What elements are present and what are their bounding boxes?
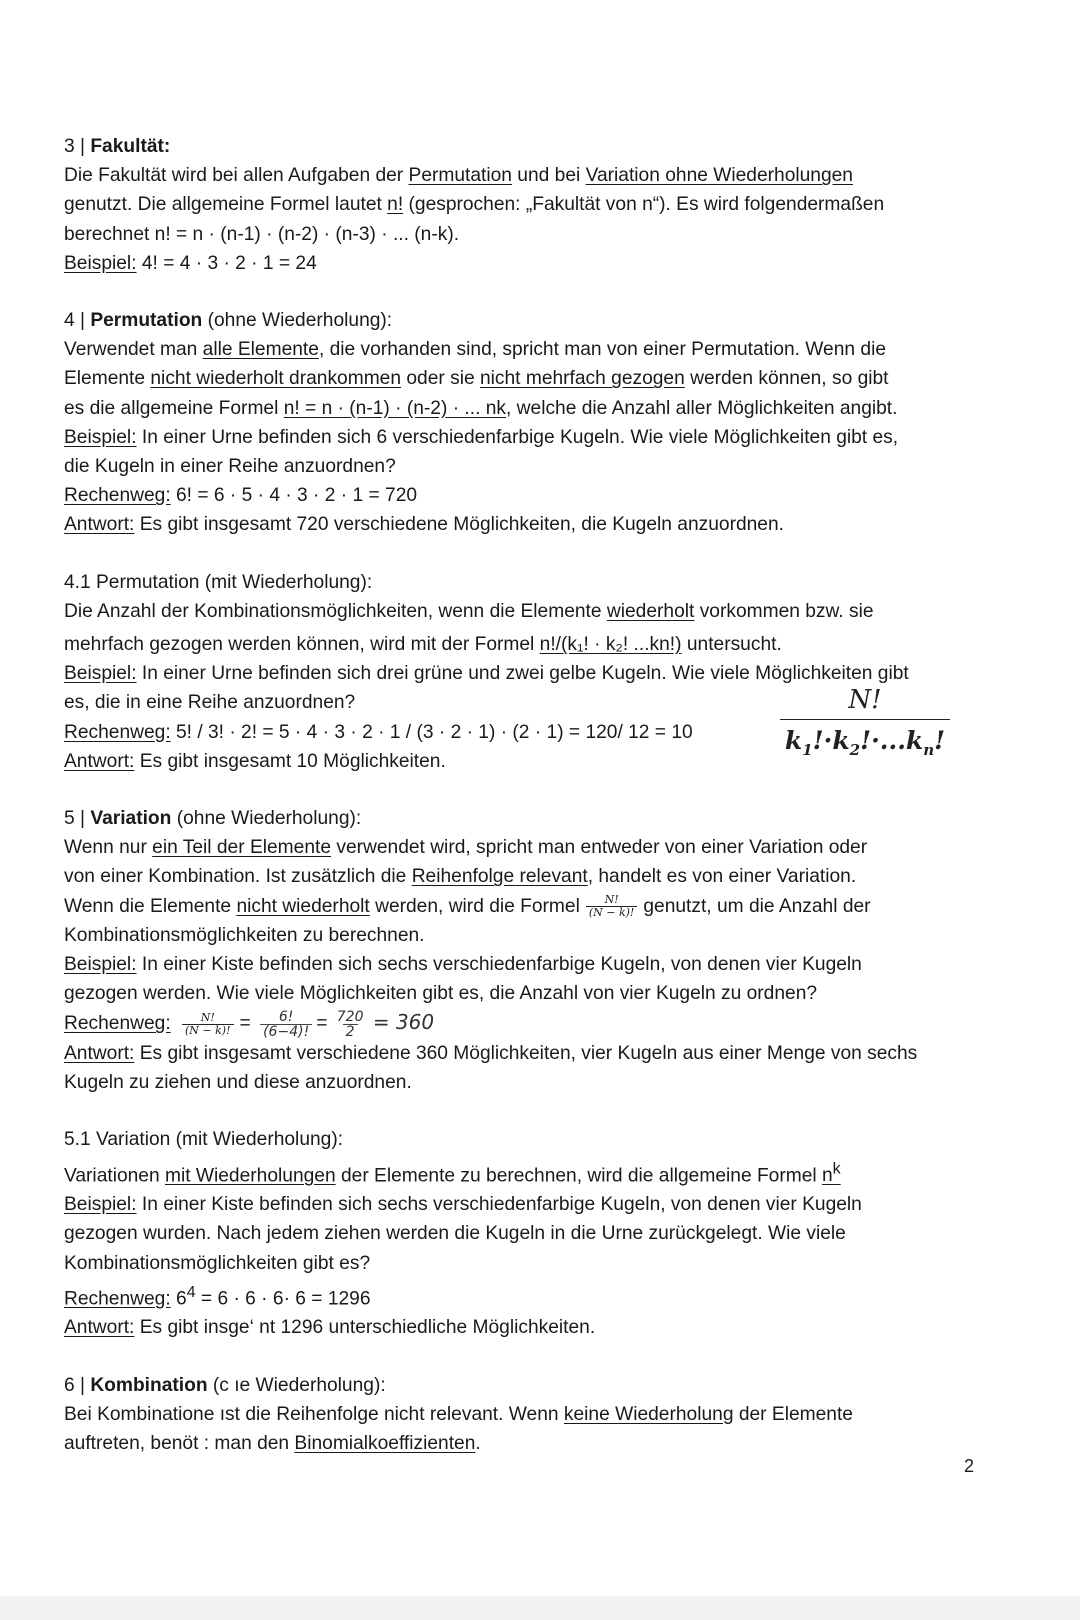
underlined-term: ein Teil der Elemente bbox=[152, 837, 332, 859]
example-label: Beispiel: bbox=[64, 1194, 137, 1216]
answer-line: Antwort: Es gibt insge‘ nt 1296 unterschiedliche Möglichkeiten. bbox=[64, 1317, 596, 1339]
heading-title: Kombination bbox=[90, 1374, 208, 1396]
paragraph-line: mehrfach gezogen werden können, wird mit der Formel n!/(k₁! · k₂! ...kn!) untersucht. bbox=[64, 634, 782, 656]
example-label: Beispiel: bbox=[64, 663, 137, 685]
answer-line: Antwort: Es gibt insgesamt verschiedene 360 Möglichkeiten, vier Kugeln aus einer Menge von sechs bbox=[64, 1042, 918, 1064]
paragraph-line: es die allgemeine Formel n! = n · (n-1) · (n-2) · ... nk, welche die Anzahl aller Möglichkeiten angibt. bbox=[64, 397, 898, 419]
paragraph-line: Variationen mit Wiederholungen der Elemente zu berechnen, wird die allgemeine Formel $n^k$ bbox=[64, 1160, 841, 1186]
calculation-line: Rechenweg: $6^4 = 6 \cdot 6 \cdot 6\cdot 6 = 1296$ bbox=[64, 1283, 371, 1310]
underlined-term: nicht mehrfach gezogen bbox=[479, 368, 685, 390]
answer-label: Antwort: bbox=[64, 750, 135, 772]
paragraph-line: genutzt. Die allgemeine Formel lautet n! (gesprochen: „Fakultät von n“). Es wird folgendermaßen bbox=[64, 194, 885, 216]
heading-title: Fakultät: bbox=[90, 136, 171, 157]
paragraph-line: Die Fakultät wird bei allen Aufgaben der Permutation und bei Variation ohne Wiederholungen bbox=[64, 165, 853, 187]
underlined-term: nicht wiederholt bbox=[236, 895, 370, 917]
answer-label: Antwort: bbox=[64, 1317, 135, 1339]
calculation-line: Rechenweg: $\frac{N!}{(N - k)!}$ = $\frac{6!}{(6-4)!}$ = $\frac{720}{2}$ = 360 bbox=[64, 1008, 435, 1040]
calculation-label: Rechenweg: bbox=[64, 721, 171, 743]
example-label: Beispiel: bbox=[64, 252, 137, 274]
paragraph-line: auftreten, benöt : man den Binomialkoeffizienten. bbox=[64, 1432, 481, 1454]
underlined-term: Reihenfolge relevant bbox=[411, 866, 588, 888]
underlined-formula: n! = n · (n-1) · (n-2) · ... nk bbox=[283, 397, 507, 419]
underlined-term: wiederholt bbox=[606, 600, 695, 622]
underlined-term: nicht wiederholt drankommen bbox=[150, 368, 402, 390]
example-line: Beispiel: In einer Urne befinden sich 6 verschiedenfarbige Kugeln. Wie viele Möglichkeiten gibt es, bbox=[64, 426, 899, 448]
paragraph-line: berechnet n! = n · (n-1) · (n-2) · (n-3) · ... (n-k). bbox=[64, 223, 460, 245]
paragraph-line: Wenn die Elemente nicht wiederholt werden, wird die Formel $\frac{N!}{(N - k)!}$ genutzt, um die Anzahl der bbox=[64, 893, 871, 920]
underlined-term: keine Wiederholung bbox=[563, 1403, 734, 1425]
example-line: gezogen werden. Wie viele Möglichkeiten gibt es, die Anzahl von vier Kugeln zu ordnen? bbox=[64, 983, 818, 1005]
example-line: die Kugeln in einer Reihe anzuordnen? bbox=[64, 456, 396, 478]
calculation-label: Rechenweg: bbox=[64, 1288, 171, 1310]
handwritten-result: = 360 bbox=[372, 1010, 435, 1035]
variation-formula: $\frac{N!}{(N - k)!}$ bbox=[586, 894, 638, 919]
underlined-term: Permutation bbox=[408, 165, 512, 187]
section-6-heading: 6 | Kombination (c ıe Wiederholung): bbox=[64, 1374, 386, 1396]
example-line: Beispiel: 4! = 4 · 3 · 2 · 1 = 24 bbox=[64, 252, 317, 274]
underlined-formula: n!/(k₁! · k₂! ...kn!) bbox=[539, 634, 682, 656]
example-line: Beispiel: In einer Kiste befinden sich sechs verschiedenfarbige Kugeln, von denen vier Kugeln bbox=[64, 954, 862, 976]
example-label: Beispiel: bbox=[64, 954, 137, 976]
example-line: gezogen wurden. Nach jedem ziehen werden die Kugeln in die Urne zurückgelegt. Wie viele bbox=[64, 1223, 846, 1245]
answer-label: Antwort: bbox=[64, 1042, 135, 1064]
calculation-line: Rechenweg: 5! / 3! · 2! = 5 · 4 · 3 · 2 · 1 / (3 · 2 · 1) · (2 · 1) = 120/ 12 = 10 bbox=[64, 721, 693, 743]
page-bottom-edge bbox=[0, 1596, 1080, 1620]
section-3-heading bbox=[64, 132, 994, 161]
example-line: Beispiel: In einer Urne befinden sich drei grüne und zwei gelbe Kugeln. Wie viele Möglichkeiten gibt bbox=[64, 663, 909, 685]
handwritten-fraction: $\frac{720}{2}$ bbox=[336, 1008, 364, 1040]
section-5-1-heading: 5.1 Variation (mit Wiederholung): bbox=[64, 1129, 344, 1151]
handwritten-fraction: $\frac{6!}{(6-4)!}$ bbox=[260, 1010, 312, 1039]
heading-prefix: 3 | bbox=[64, 136, 91, 157]
paragraph-line: Verwendet man alle Elemente, die vorhanden sind, spricht man von einer Permutation. Wenn die bbox=[64, 339, 886, 361]
section-5-heading: 5 | Variation (ohne Wiederholung): bbox=[64, 808, 362, 830]
example-line: es, die in eine Reihe anzuordnen? bbox=[64, 692, 356, 714]
section-4-heading: 4 | Permutation (ohne Wiederholung): bbox=[64, 310, 393, 332]
underlined-term: Variation ohne Wiederholungen bbox=[585, 165, 853, 187]
underlined-term: Binomialkoeffizienten bbox=[294, 1432, 476, 1454]
underlined-term: alle Elemente bbox=[202, 339, 319, 361]
answer-line: Antwort: Es gibt insgesamt 10 Möglichkeiten. bbox=[64, 750, 446, 772]
underlined-term: mit Wiederholungen bbox=[164, 1164, 336, 1186]
document-page bbox=[64, 132, 994, 1458]
example-label: Beispiel: bbox=[64, 426, 137, 448]
paragraph-line: Wenn nur ein Teil der Elemente verwendet wird, spricht man entweder von einer Variation oder bbox=[64, 837, 868, 859]
paragraph-line: Kombinationsmöglichkeiten zu berechnen. bbox=[64, 924, 425, 946]
calculation-line: Rechenweg: 6! = 6 · 5 · 4 · 3 · 2 · 1 = 720 bbox=[64, 485, 418, 507]
variation-formula: $\frac{N!}{(N - k)!}$ bbox=[182, 1012, 234, 1037]
paragraph-line: von einer Kombination. Ist zusätzlich die Reihenfolge relevant, handelt es von einer Variation. bbox=[64, 866, 857, 888]
heading-title: Permutation bbox=[90, 310, 203, 332]
answer-line: Kugeln zu ziehen und diese anzuordnen. bbox=[64, 1072, 412, 1094]
underlined-term: n! bbox=[387, 194, 404, 216]
paragraph-line: Elemente nicht wiederholt drankommen oder sie nicht mehrfach gezogen werden können, so gibt bbox=[64, 368, 889, 390]
answer-label: Antwort: bbox=[64, 514, 135, 536]
multinomial-formula: N! $k_1!\cdot k_2!\cdot...k_n$! bbox=[780, 683, 950, 769]
calculation-label: Rechenweg: bbox=[64, 485, 171, 507]
answer-line: Antwort: Es gibt insgesamt 720 verschiedene Möglichkeiten, die Kugeln anzuordnen. bbox=[64, 514, 784, 536]
example-line: Beispiel: In einer Kiste befinden sich sechs verschiedenfarbige Kugeln, von denen vier Kugeln bbox=[64, 1194, 862, 1216]
heading-title: Variation bbox=[90, 808, 172, 830]
underlined-formula: $n^k$ bbox=[821, 1160, 841, 1186]
section-4-1-heading: 4.1 Permutation (mit Wiederholung): bbox=[64, 571, 373, 593]
calculation-label: Rechenweg: bbox=[64, 1013, 171, 1035]
example-line: Kombinationsmöglichkeiten gibt es? bbox=[64, 1252, 371, 1274]
paragraph-line: Die Anzahl der Kombinationsmöglichkeiten, wenn die Elemente wiederholt vorkommen bzw. sie bbox=[64, 600, 874, 622]
page-number: 2 bbox=[964, 1456, 975, 1476]
paragraph-line: Bei Kombinatione ıst die Reihenfolge nicht relevant. Wenn keine Wiederholung der Elemente bbox=[64, 1403, 853, 1425]
formula-denominator: $k_1!\cdot k_2!\cdot...k_n$! bbox=[784, 726, 946, 759]
